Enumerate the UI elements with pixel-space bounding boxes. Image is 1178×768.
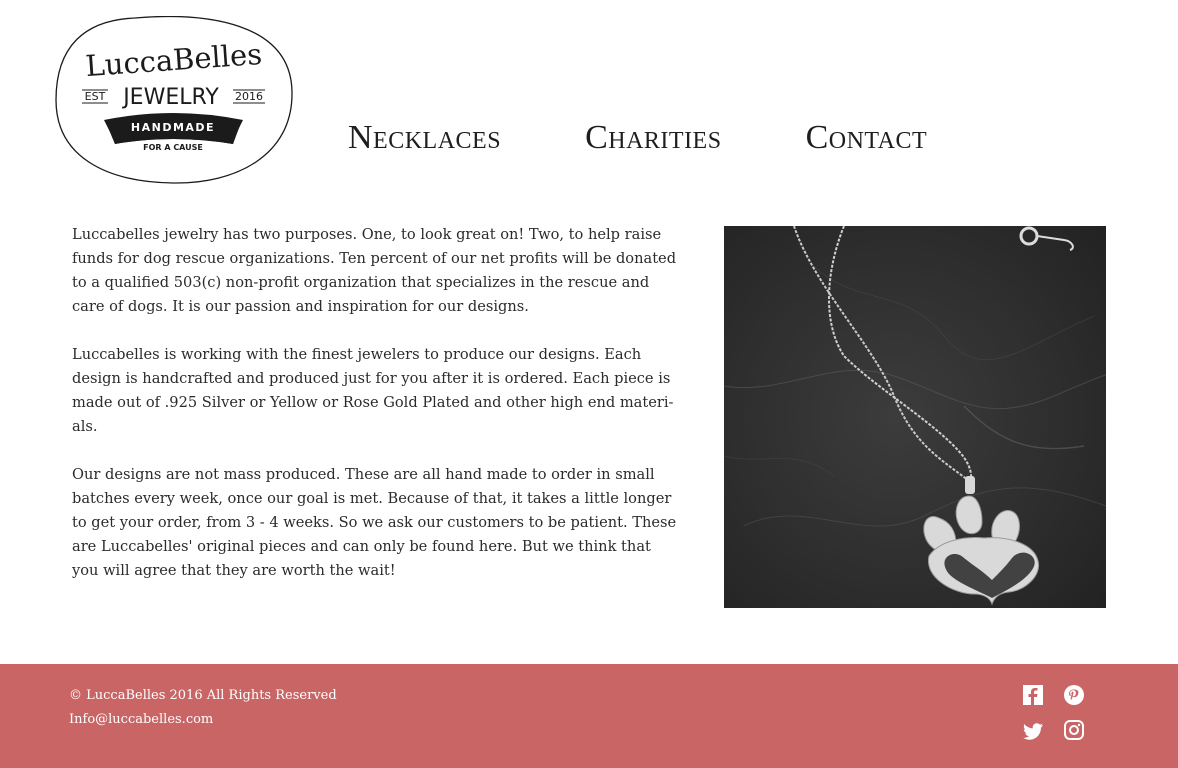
nav-necklaces[interactable]: Necklaces [348, 119, 502, 156]
nav-charities[interactable]: Charities [585, 119, 722, 156]
logo-year: 2016 [235, 90, 263, 103]
logo-tagline: FOR A CAUSE [143, 143, 203, 152]
logo-est: EST [84, 90, 106, 103]
logo-brand: LuccaBelles [84, 36, 264, 84]
email-link[interactable]: Info@luccabelles.com [69, 712, 214, 727]
site-footer [0, 664, 1178, 768]
necklace-photo [724, 226, 1106, 608]
instagram-icon[interactable] [1063, 719, 1085, 741]
paragraph-purpose: Luccabelles jewelry has two purposes. One, to look great on! Two, to help raise funds for dog rescue organizations. Ten percent of our net profits will be donated to a qualified 503(c) non-profit organization that specializes in the rescue and care of dogs. It is our passion and inspiration for our designs. [72, 226, 677, 315]
paragraph-craft: Luccabelles is working with the finest jewelers to produce our designs. Each design is handcrafted and produced just for you after it is ordered. Each piece is made out of .925 Silver or Yellow or Rose Gold Plated and other high end materi-als. [72, 346, 674, 435]
pinterest-icon[interactable] [1063, 684, 1085, 706]
logo-product: JEWELRY [123, 85, 219, 110]
footer-info [69, 684, 337, 732]
main-nav [348, 118, 927, 158]
nav-contact[interactable]: Contact [805, 119, 928, 156]
paragraph-production: Our designs are not mass produced. These are all hand made to order in small batches every week, once our goal is met. Because of that, it takes a little longer to get your order, from 3 - 4 weeks. So we ask our customers to be patient. These are Luccabelles' original pieces and can only be found here. But we think that you will agree that they are worth the wait! [72, 466, 677, 579]
social-links [1022, 684, 1086, 746]
copyright-text: © LuccaBelles 2016 All Rights Reserved [69, 688, 337, 703]
facebook-icon[interactable] [1022, 684, 1044, 706]
site-logo[interactable] [55, 16, 293, 184]
twitter-icon[interactable] [1022, 720, 1044, 742]
logo-ribbon: HANDMADE [130, 121, 216, 134]
about-text [72, 223, 677, 607]
